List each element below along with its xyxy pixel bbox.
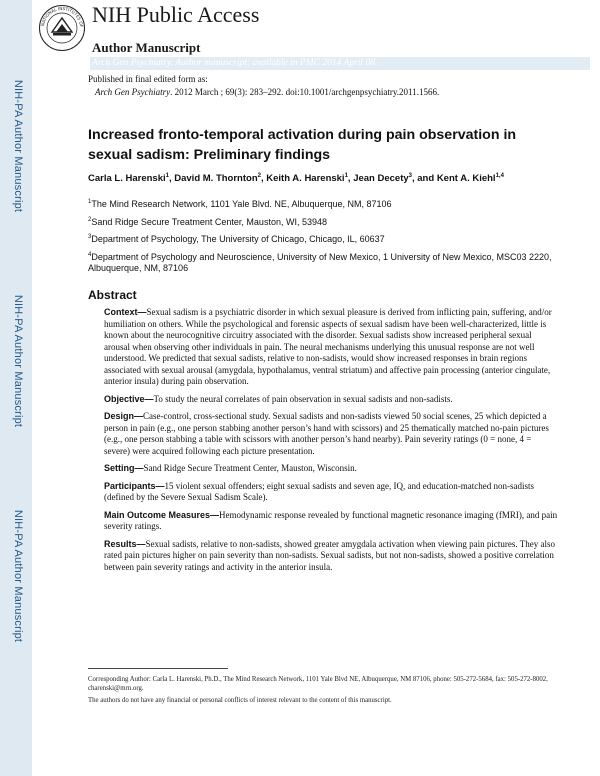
sidebar-watermark-text: NIH-PA Author Manuscript	[12, 294, 25, 428]
footnote-divider	[88, 668, 228, 669]
abstract-section-text: Hemodynamic response revealed by functional magnetic resonance imaging (fMRI), and pain severity ratings.	[104, 509, 558, 531]
availability-text: Arch Gen Psychiatry. Author manuscript; available in PMC 2014 April 08.	[92, 58, 378, 68]
abstract-section-text: To study the neural correlates of pain observation in sexual sadists and non-sadists.	[153, 393, 453, 404]
author-separator: ,	[168, 173, 175, 184]
author-affiliation-marker: 1	[344, 172, 348, 179]
affiliation-number: 3	[88, 234, 92, 240]
abstract-section	[104, 481, 559, 504]
abstract-section-text: Sand Ridge Secure Treatment Center, Mauston, Wisconsin.	[143, 463, 357, 473]
published-line: Published in final edited form as:	[88, 74, 208, 84]
abstract-section	[104, 394, 559, 406]
paper-title: Increased fronto-temporal activation during pain observation in sexual sadism: Preliminary findings	[88, 127, 517, 163]
abstract-section	[104, 463, 559, 475]
abstract-section-text: Sexual sadists, relative to non-sadists, showed greater amygdala activation when viewing pain pictures. They also rated pain pictures higher on pain severity than non-sadists. Sexual sadists, but not non-sadists, showed a positive correlation between pain severity ratings and activity in the anterior insula.	[104, 538, 555, 572]
author-list	[88, 173, 558, 185]
nih-public-access-title: NIH Public Access	[92, 2, 260, 27]
abstract-section-label: Participants—	[104, 480, 165, 491]
affiliation-list	[88, 199, 558, 281]
author-affiliation-marker: 1,4	[495, 172, 504, 179]
abstract-section	[104, 411, 559, 457]
author-name: David M. Thornton	[174, 173, 258, 184]
left-watermark-sidebar	[0, 0, 32, 776]
conflict-of-interest-note: The authors do not have any financial or personal conflicts of interest relevant to the content of this manuscript.	[88, 697, 392, 704]
affiliation	[88, 234, 558, 246]
abstract-section-text: Sexual sadism is a psychiatric disorder in which sexual pleasure is derived from inflicting pain, suffering, and/or humiliation on others. While the psychological and forensic aspects of sexual sadism have been well-characterized, little is known about the neurocognitive circuitry associated with the disorder. Sexual sadists show increased peripheral sexual arousal when observing other individuals in pain. The neural mechanisms underlying this unusual response are not well understood. We predicted that sexual sadists, relative to non-sadists, would show increased responses in brain regions associated with sexual arousal (amygdala, hypothalamus, ventral striatum) and affective pain processing (anterior cingulate, anterior insula) during pain observation.	[104, 307, 552, 386]
sidebar-watermark-text: NIH-PA Author Manuscript	[12, 509, 25, 643]
citation	[88, 86, 439, 99]
abstract-section-text: 15 violent sexual offenders; eight sexual sadists and seven age, IQ, and education-matched non-sadists (defined by the Severe Sexual Sadism Scale).	[104, 480, 535, 502]
affiliation-number: 2	[88, 216, 92, 223]
author-manuscript-label: Author Manuscript	[92, 40, 201, 55]
corresponding-author-note: Corresponding Author: Carla L. Harenski, Ph.D., The Mind Research Network, 1101 Yale Blvd NE, Albuquerque, NM 87106, phone: 505-272-5684, fax: 505-272-8002, charenski@mrn.org.	[88, 676, 548, 692]
abstract-section	[104, 307, 559, 388]
affiliation-text: Sand Ridge Secure Treatment Center, Mauston, WI, 53948	[91, 216, 327, 227]
abstract-section-label: Design—	[104, 411, 144, 421]
abstract-section-text: Case-control, cross-sectional study. Sexual sadists and non-sadists viewed 50 social scenes, 25 which depicted a person in pain (e.g., one person stabbing another person’s hand with scissors) and 25 thematically matched no-pain pictures (e.g., one person stabbing a table with scissors with another person’s hand nearby). Pain severity ratings (0 = none, 4 = severe) were acquired following each picture presentation.	[104, 411, 549, 456]
sidebar-watermark-text: NIH-PA Author Manuscript	[12, 79, 25, 213]
abstract-section-label: Objective—	[104, 393, 154, 404]
author-affiliation-marker: 3	[408, 172, 412, 179]
abstract-heading: Abstract	[88, 288, 137, 302]
abstract-section	[104, 539, 559, 574]
author-name: Kent A. Kiehl	[436, 173, 496, 184]
affiliation-text: Department of Psychology, The University of Chicago, Chicago, IL, 60637	[91, 234, 385, 244]
nih-header	[32, 0, 600, 72]
author-name: Keith A. Harenski	[266, 173, 345, 184]
author-separator: , and	[412, 173, 437, 184]
author-affiliation-marker: 1	[165, 172, 169, 179]
author-name: Jean Decety	[353, 173, 409, 184]
affiliation	[88, 252, 558, 275]
affiliation-text: The Mind Research Network, 1101 Yale Blvd. NE, Albuquerque, NM, 87106	[91, 199, 392, 209]
abstract-section-label: Setting—	[104, 463, 144, 473]
journal-name: Arch Gen Psychiatry	[95, 86, 171, 97]
publication-info	[88, 73, 439, 98]
author-name: Carla L. Harenski	[88, 173, 166, 184]
affiliation	[88, 217, 558, 229]
affiliation-number: 1	[88, 199, 92, 205]
citation-details: . 2012 March ; 69(3): 283–292. doi:10.1001/archgenpsychiatry.2011.1566.	[170, 86, 440, 97]
svg-text:NATIONAL INSTITUTES OF HEALTH: NATIONAL INSTITUTES OF	[40, 5, 85, 28]
author-separator: ,	[260, 173, 267, 184]
footnotes	[88, 668, 558, 708]
abstract-section-label: Context—	[104, 307, 147, 317]
author-separator: ,	[347, 173, 354, 184]
abstract-body	[104, 307, 559, 579]
availability-bar	[90, 57, 590, 70]
abstract-section	[104, 510, 559, 533]
author-affiliation-marker: 2	[257, 172, 261, 179]
affiliation-number: 4	[88, 251, 92, 258]
abstract-section-label: Results—	[104, 538, 146, 549]
affiliation	[88, 199, 558, 211]
nih-seal-logo	[38, 4, 86, 52]
abstract-section-label: Main Outcome Measures—	[104, 509, 220, 520]
affiliation-text: Department of Psychology and Neuroscience, University of New Mexico, 1 University of New Mexico, MSC03 2220, Albuquerque, NM, 87106	[88, 251, 552, 273]
